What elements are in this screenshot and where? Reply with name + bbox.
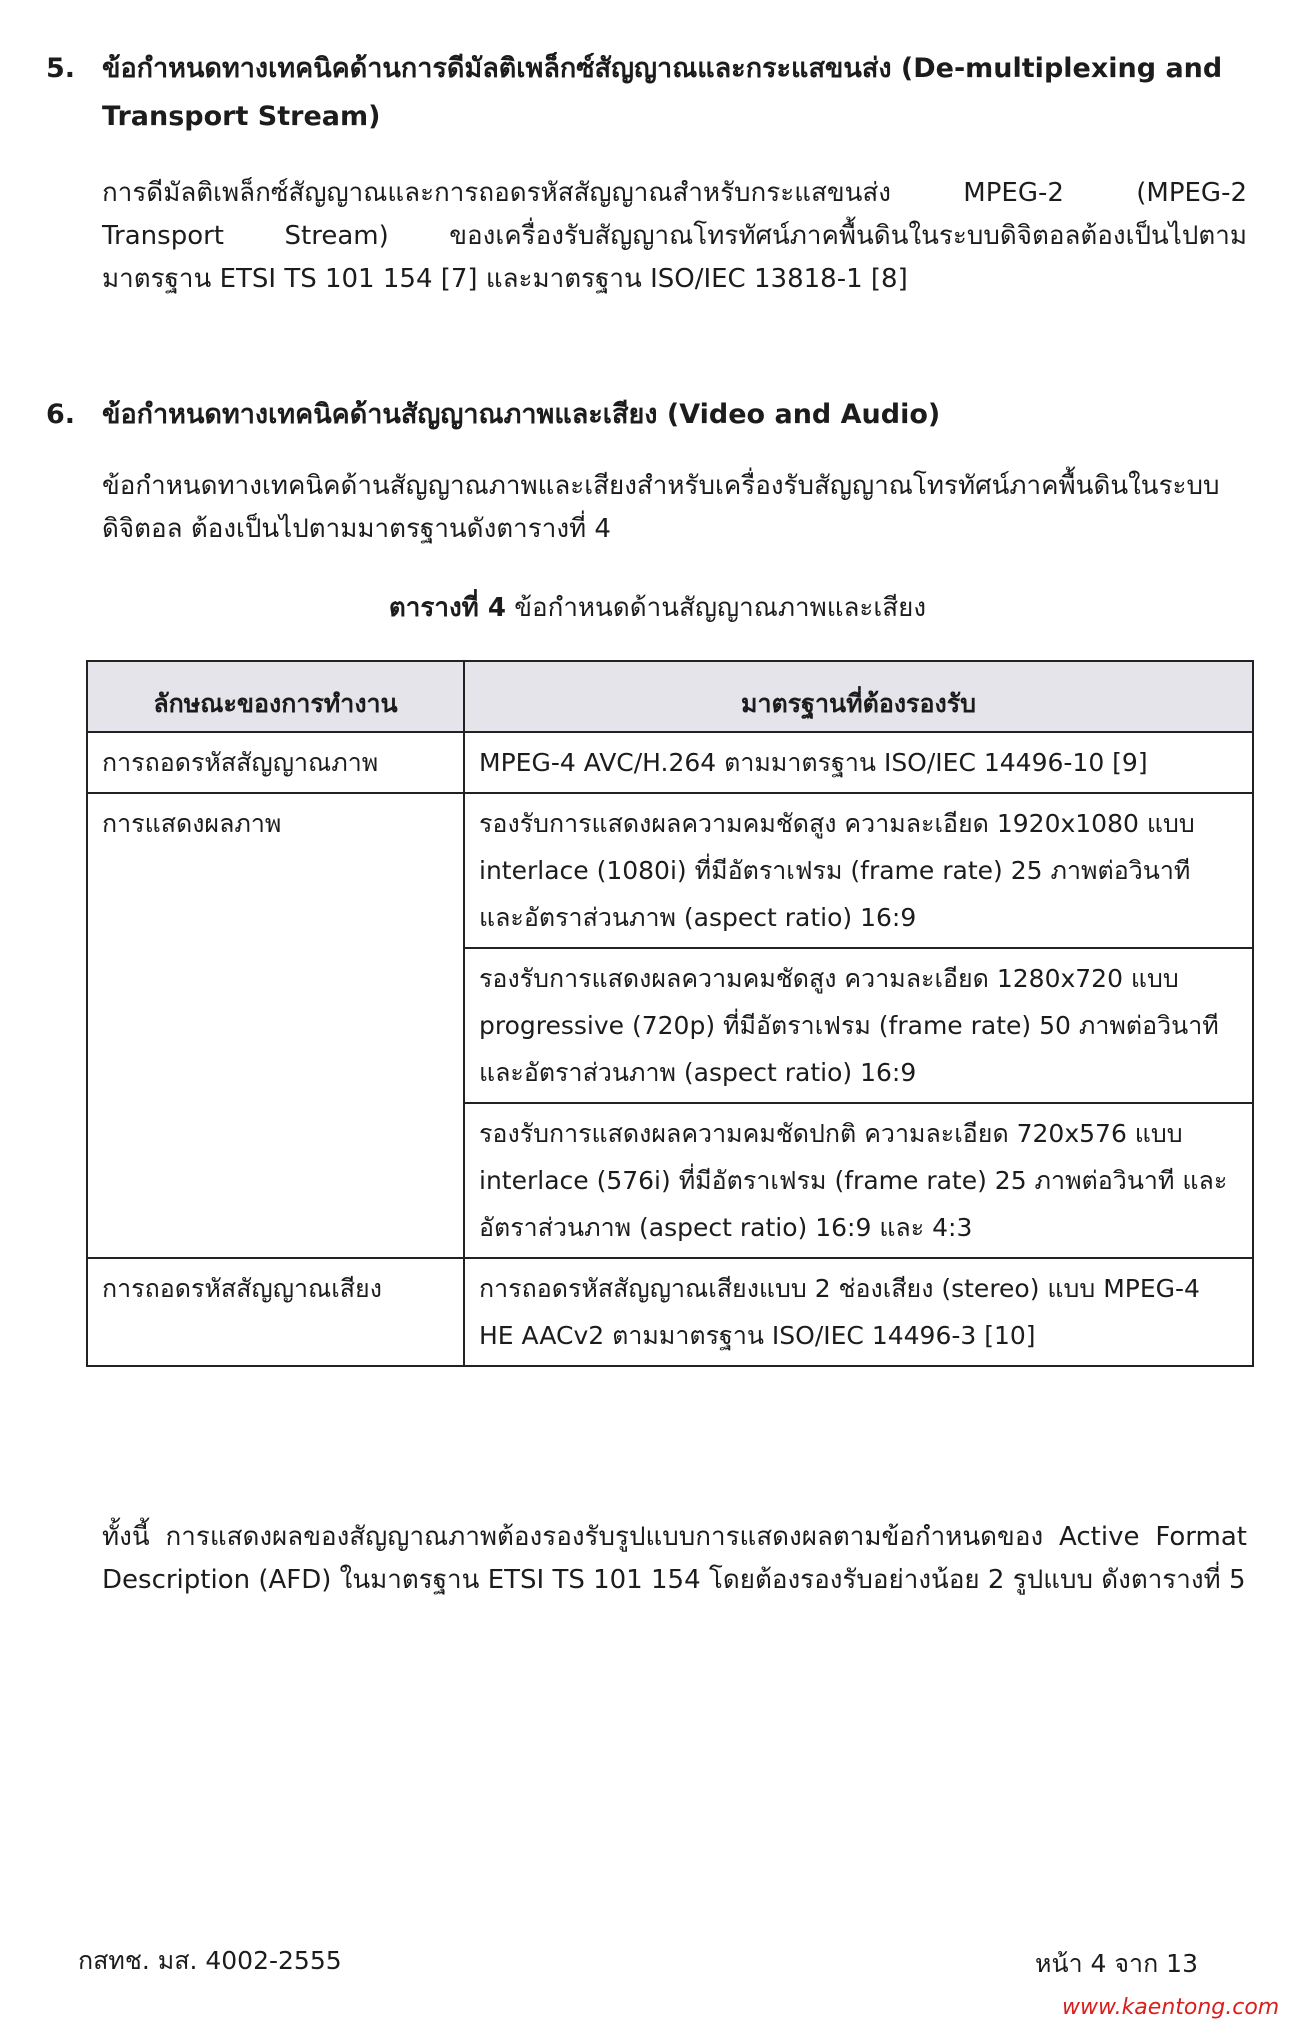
footer-doc-code: กสทช. มส. 4002-2555 <box>78 1946 342 1975</box>
section-5-number: 5. <box>46 53 76 84</box>
section-5-body: การดีมัลติเพล็กซ์สัญญาณและการถอดรหัสสัญญาณสำหรับกระแสขนส่ง MPEG-2 (MPEG-2 Transport Stream) ของเครื่องรับสัญญาณโทรทัศน์ภาคพื้นดินในระบบดิจิตอลต้องเป็นไปตามมาตรฐาน ETSI TS 101 154 [7] และมาตรฐาน ISO/IEC 13818-1 [8] <box>102 178 1247 294</box>
row-feature-video-decoding: การถอดรหัสสัญญาณภาพ <box>87 732 464 793</box>
section-5-title: ข้อกำหนดทางเทคนิคด้านการดีมัลติเพล็กซ์สัญญาณและกระแสขนส่ง (De-multiplexing and Transport Stream) <box>102 53 1223 132</box>
row-standard-video-decoding: MPEG-4 AVC/H.264 ตามมาตรฐาน ISO/IEC 14496-10 [9] <box>464 732 1253 793</box>
table-4 <box>86 660 1254 1367</box>
section-6-body: ข้อกำหนดทางเทคนิคด้านสัญญาณภาพและเสียงสำหรับเครื่องรับสัญญาณโทรทัศน์ภาคพื้นดินในระบบดิจิตอล ต้องเป็นไปตามมาตรฐานดังตารางที่ 4 <box>102 471 1220 544</box>
watermark-url: www.kaentong.com <box>1062 1995 1280 2020</box>
header-feature: ลักษณะของการทำงาน <box>87 661 464 732</box>
table-header-row <box>87 661 1253 732</box>
table-4-caption-label: ตารางที่ 4 <box>388 593 506 623</box>
row-standard-720p: รองรับการแสดงผลความคมชัดสูง ความละเอียด 1280x720 แบบ progressive (720p) ที่มีอัตราเฟรม (frame rate) 50 ภาพต่อวินาที และอัตราส่วนภาพ (aspect ratio) 16:9 <box>464 948 1253 1103</box>
row-feature-video-display: การแสดงผลภาพ <box>87 793 464 1258</box>
row-standard-audio-decoding: การถอดรหัสสัญญาณเสียงแบบ 2 ช่องเสียง (stereo) แบบ MPEG-4 HE AACv2 ตามมาตรฐาน ISO/IEC 14496-3 [10] <box>464 1258 1253 1366</box>
section-6-title: ข้อกำหนดทางเทคนิคด้านสัญญาณภาพและเสียง (Video and Audio) <box>102 399 941 430</box>
table-4-caption-text: ข้อกำหนดด้านสัญญาณภาพและเสียง <box>514 593 927 623</box>
header-standard: มาตรฐานที่ต้องรองรับ <box>464 661 1253 732</box>
row-standard-576i: รองรับการแสดงผลความคมชัดปกติ ความละเอียด 720x576 แบบ interlace (576i) ที่มีอัตราเฟรม (frame rate) 25 ภาพต่อวินาที และอัตราส่วนภาพ (aspect ratio) 16:9 และ 4:3 <box>464 1103 1253 1258</box>
footer-page-number: หน้า 4 จาก 13 <box>1035 1949 1198 1978</box>
table-4-caption <box>0 588 1315 628</box>
row-standard-1080i: รองรับการแสดงผลความคมชัดสูง ความละเอียด 1920x1080 แบบ interlace (1080i) ที่มีอัตราเฟรม (frame rate) 25 ภาพต่อวินาที และอัตราส่วนภาพ (aspect ratio) 16:9 <box>464 793 1253 948</box>
table-row <box>87 1258 1253 1366</box>
section-6-number: 6. <box>46 399 76 430</box>
row-feature-audio-decoding: การถอดรหัสสัญญาณเสียง <box>87 1258 464 1366</box>
closing-paragraph: ทั้งนี้ การแสดงผลของสัญญาณภาพต้องรองรับรูปแบบการแสดงผลตามข้อกำหนดของ Active Format Description (AFD) ในมาตรฐาน ETSI TS 101 154 โดยต้องรองรับอย่างน้อย 2 รูปแบบ ดังตารางที่ 5 <box>102 1522 1247 1595</box>
table-row <box>87 793 1253 948</box>
table-row <box>87 732 1253 793</box>
